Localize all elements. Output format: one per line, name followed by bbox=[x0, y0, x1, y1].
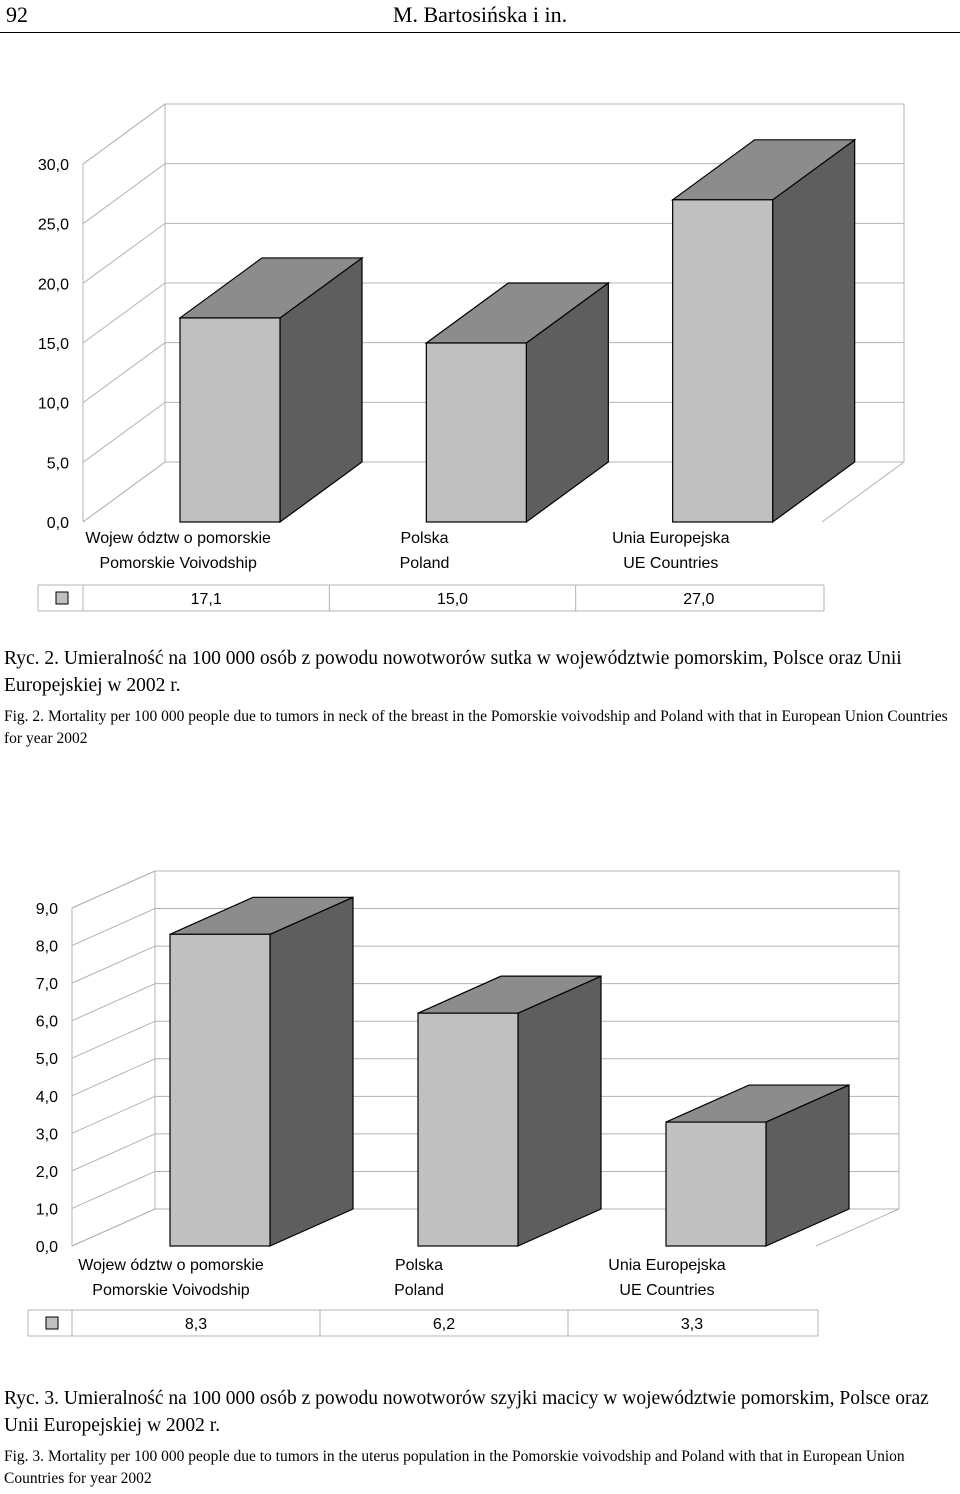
caption-fig2-pl bbox=[4, 645, 956, 699]
y-tick-label: 0,0 bbox=[46, 515, 69, 532]
data-table-value: 15,0 bbox=[436, 591, 469, 608]
category-label: Polska bbox=[394, 1257, 444, 1274]
legend-key bbox=[56, 592, 68, 604]
chart-fig2 bbox=[0, 0, 960, 620]
category-label: UE Countries bbox=[623, 555, 719, 572]
bar bbox=[170, 934, 270, 1246]
caption-fig2-en bbox=[4, 706, 956, 750]
y-tick-label: 1,0 bbox=[35, 1201, 58, 1219]
caption-text: Mortality per 100 000 people due to tumors in neck of the breast in the Pomorskie voivodship and Poland with that in European Union Countries for year 2002 bbox=[4, 708, 948, 747]
y-tick-label: 6,0 bbox=[35, 1013, 58, 1031]
category-label: UE Countries bbox=[619, 1282, 715, 1299]
y-tick-label: 2,0 bbox=[35, 1163, 58, 1181]
y-tick-label: 5,0 bbox=[35, 1051, 58, 1069]
category-label: Polska bbox=[400, 530, 449, 547]
y-tick-label: 0,0 bbox=[35, 1239, 58, 1256]
y-tick-label: 15,0 bbox=[37, 336, 69, 353]
caption-label: Ryc. 3. bbox=[4, 1388, 60, 1409]
page-number: 92 bbox=[6, 2, 28, 27]
caption-label: Fig. 2. bbox=[4, 708, 45, 725]
category-label: Unia Europejska bbox=[608, 1257, 726, 1274]
y-tick-label: 4,0 bbox=[35, 1088, 58, 1106]
data-table-value: 6,2 bbox=[432, 1316, 456, 1333]
data-table-value: 27,0 bbox=[683, 591, 715, 608]
category-label: Pomorskie Voivodship bbox=[99, 555, 257, 572]
y-tick-label: 5,0 bbox=[46, 455, 69, 473]
bar bbox=[673, 200, 773, 522]
caption-text: Umieralność na 100 000 osób z powodu nowotworów sutka w województwie pomorskim, Polsce oraz Unii Europejskiej w 2002 r. bbox=[4, 648, 902, 696]
bar-side bbox=[773, 140, 855, 522]
caption-label: Ryc. 2. bbox=[4, 648, 60, 669]
category-label: Poland bbox=[399, 555, 450, 572]
category-label: Pomorskie Voivodship bbox=[92, 1282, 250, 1299]
y-tick-label: 10,0 bbox=[37, 395, 69, 413]
running-head: M. Bartosińska i in. bbox=[392, 2, 568, 27]
data-table-value: 17,1 bbox=[190, 591, 222, 608]
category-label: Unia Europejska bbox=[612, 530, 730, 547]
chart-fig3 bbox=[0, 800, 960, 1360]
y-tick-label: 9,0 bbox=[35, 901, 58, 918]
bar-side bbox=[518, 976, 601, 1246]
bar bbox=[180, 318, 280, 522]
y-tick-label: 7,0 bbox=[35, 976, 58, 994]
caption-text: Mortality per 100 000 people due to tumors in the uterus population in the Pomorskie voivodship and Poland with that in European Union Countries for year 2002 bbox=[4, 1448, 905, 1487]
gridline bbox=[72, 871, 899, 908]
category-label: Wojew ództw o pomorskie bbox=[78, 1257, 264, 1274]
category-label: Wojew ództw o pomorskie bbox=[85, 530, 271, 547]
data-table-value: 8,3 bbox=[184, 1316, 208, 1333]
y-tick-label: 25,0 bbox=[37, 216, 69, 234]
caption-fig3-pl bbox=[4, 1385, 956, 1439]
bar-side bbox=[270, 897, 353, 1246]
bar bbox=[666, 1122, 766, 1246]
y-tick-label: 8,0 bbox=[35, 938, 58, 956]
y-tick-label: 30,0 bbox=[37, 157, 69, 174]
y-tick-label: 20,0 bbox=[37, 276, 69, 294]
bar bbox=[426, 343, 526, 522]
caption-fig3-en bbox=[4, 1446, 956, 1490]
data-table-value: 3,3 bbox=[680, 1316, 704, 1333]
y-tick-label: 3,0 bbox=[35, 1126, 58, 1144]
caption-label: Fig. 3. bbox=[4, 1448, 45, 1465]
caption-text: Umieralność na 100 000 osób z powodu nowotworów szyjki macicy w województwie pomorskim, Polsce oraz Unii Europejskiej w 2002 r. bbox=[4, 1388, 929, 1436]
category-label: Poland bbox=[394, 1282, 444, 1299]
bar bbox=[418, 1013, 518, 1246]
legend-key bbox=[46, 1317, 58, 1329]
